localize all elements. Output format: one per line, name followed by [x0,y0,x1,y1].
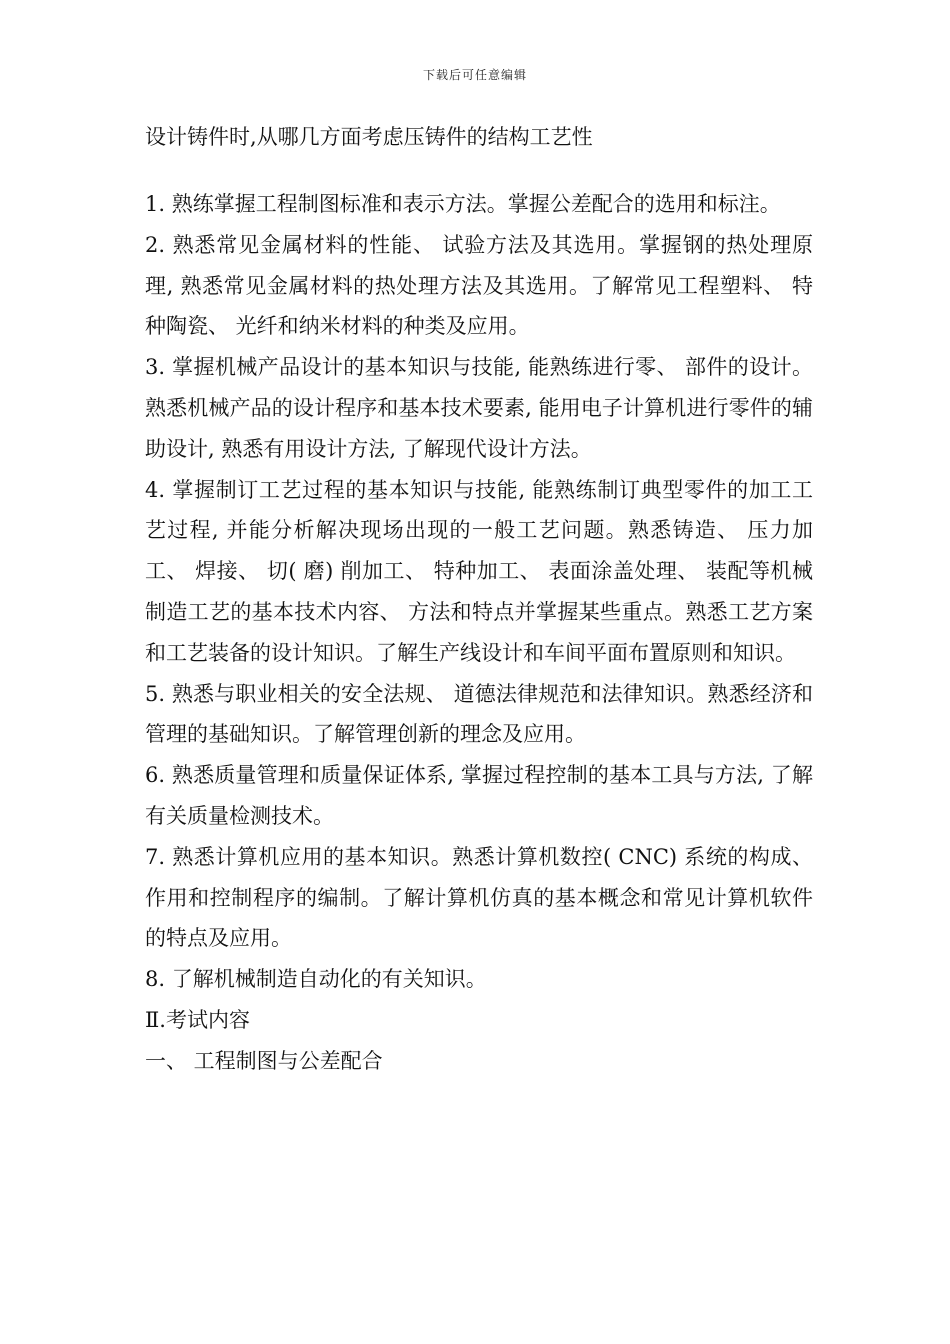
sub-heading: 一、 工程制图与公差配合 [145,1048,383,1073]
paragraph-3: 3. 掌握机械产品设计的基本知识与技能, 能熟练进行零、 部件的设计。熟悉机械产品的设计程序和基本技术要素, 能用电子计算机进行零件的辅助设计, 熟悉有用设计方法, 了解现代设计方法。 [145,355,813,461]
paragraph-5: 5. 熟悉与职业相关的安全法规、 道德法律规范和法律知识。熟悉经济和管理的基础知识。了解管理创新的理念及应用。 [145,681,813,747]
paragraph-8: 8. 了解机械制造自动化的有关知识。 [145,967,487,992]
paragraph-1: 1. 熟练掌握工程制图标准和表示方法。掌握公差配合的选用和标注。 [145,192,781,216]
paragraph-4: 4. 掌握制订工艺过程的基本知识与技能, 能熟练制订典型零件的加工工艺过程, 并能分析解决现场出现的一般工艺问题。熟悉铸造、 压力加工、 焊接、 切( 磨) 削加工、 特种加工、 表面涂盖处理、 装配等机械制造工艺的基本技术内容、 方法和特点并掌握某些重点。熟悉工艺方案和工艺装备的设计知识。了解生产线设计和车间平面布置原则和知识。 [145,477,813,665]
document-title: 设计铸件时,从哪几方面考虑压铸件的结构工艺性 [145,125,593,149]
body-text [145,184,813,1082]
section-heading: Ⅱ.考试内容 [145,1007,250,1032]
paragraph-7: 7. 熟悉计算机应用的基本知识。熟悉计算机数控( CNC) 系统的构成、 作用和控制程序的编制。了解计算机仿真的基本概念和常见计算机软件的特点及应用。 [145,844,813,951]
paragraph-6: 6. 熟悉质量管理和质量保证体系, 掌握过程控制的基本工具与方法, 了解有关质量检测技术。 [145,763,813,828]
header-note: 下载后可任意编辑 [422,68,527,82]
paragraph-2: 2. 熟悉常见金属材料的性能、 试验方法及其选用。掌握钢的热处理原理, 熟悉常见金属材料的热处理方法及其选用。了解常见工程塑料、 特种陶瓷、 光纤和纳米材料的种类及应用。 [145,232,813,339]
